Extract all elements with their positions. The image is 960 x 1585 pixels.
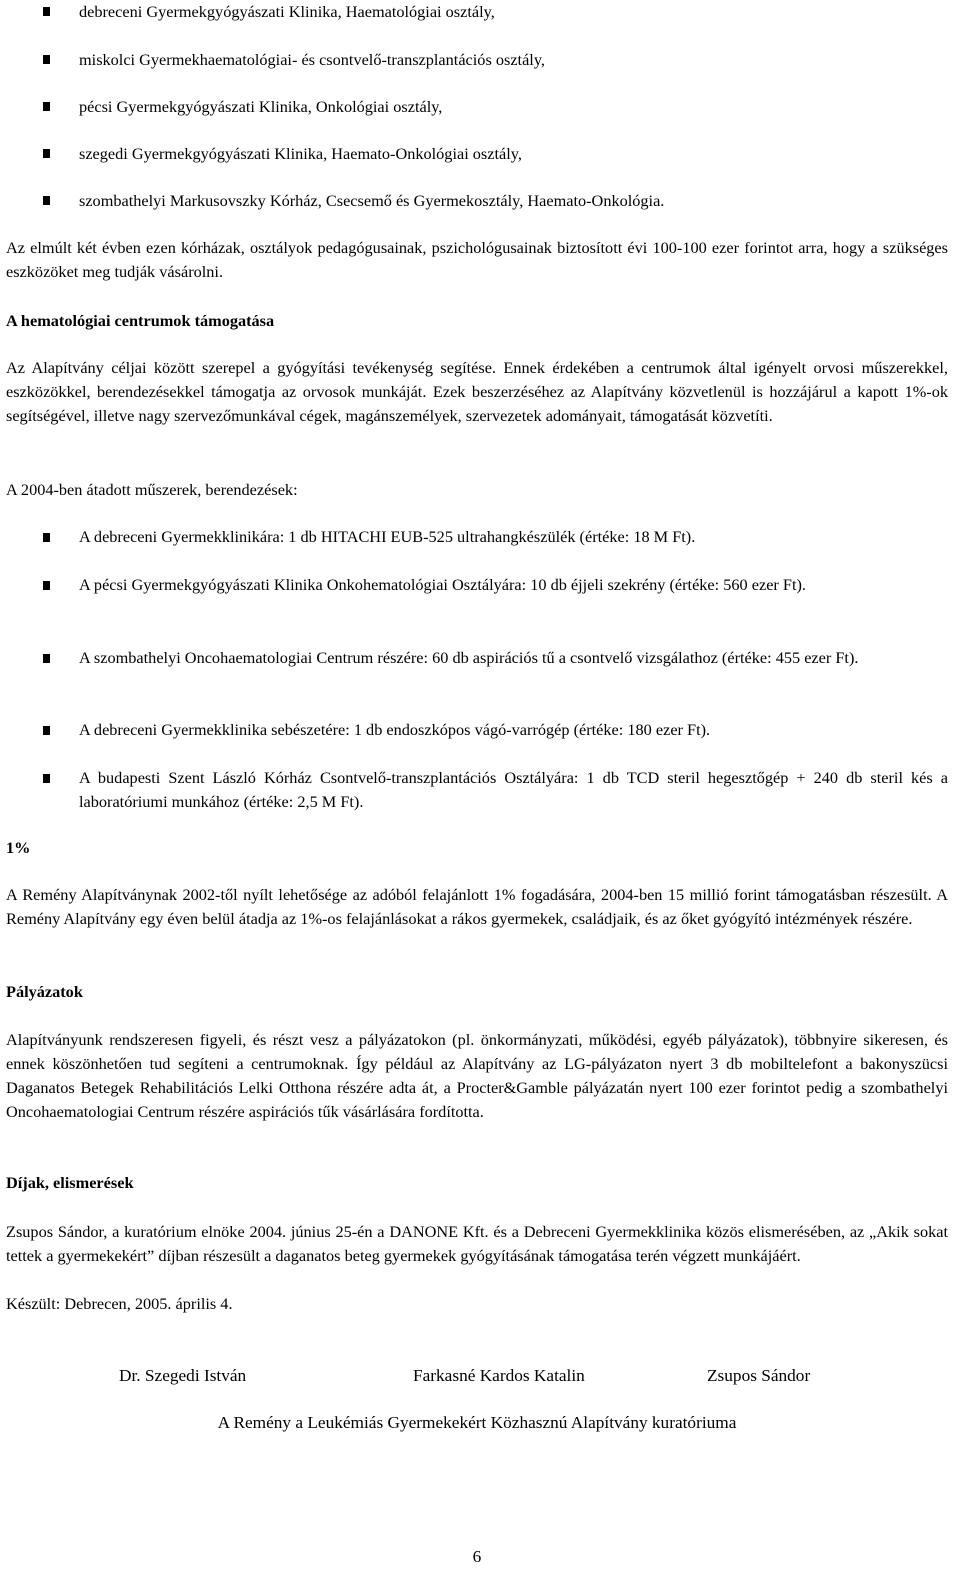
place-date: Készült: Debrecen, 2005. április 4. (6, 1294, 233, 1313)
bullet-square-icon (43, 774, 50, 783)
signature-szegedi: Dr. Szegedi István (119, 1366, 247, 1385)
signature-zsupos: Zsupos Sándor (707, 1366, 811, 1385)
bullet-square-icon (43, 7, 50, 16)
bullet-square-icon (43, 726, 50, 735)
hospital-list (6, 0, 948, 236)
bullet-square-icon (43, 654, 50, 663)
list-item: pécsi Gyermekgyógyászati Klinika, Onkológiai osztály, (6, 95, 948, 142)
heading-dijak: Díjak, elismerések (6, 1173, 134, 1192)
device-list (6, 525, 948, 814)
bullet-square-icon (43, 581, 50, 590)
bullet-square-icon (43, 55, 50, 64)
list-item: A debreceni Gyermekklinikára: 1 db HITACHI EUB-525 ultrahangkészülék (értéke: 18 M Ft). (6, 525, 948, 573)
intro-2004-devices: A 2004-ben átadott műszerek, berendezések: (6, 480, 298, 499)
bullet-square-icon (43, 196, 50, 205)
bullet-square-icon (43, 533, 50, 542)
paragraph-pedagogus: Az elmúlt két évben ezen kórházak, osztályok pedagógusainak, pszichológusainak biztosított évi 100-100 ezer forintot arra, hogy a szükséges eszközöket meg tudják vásárolni. (6, 238, 948, 281)
bullet-square-icon (43, 149, 50, 158)
list-item: miskolci Gyermekhaematológiai- és csontvelő-transzplantációs osztály, (6, 48, 948, 95)
paragraph-one-percent: A Remény Alapítványnak 2002-től nyílt lehetősége az adóból felajánlott 1% fogadására, 2004-ben 15 millió forint támogatásban részesült. A Remény Alapítvány egy éven belül átadja az 1%-os felajánlásokat a rákos gyermekek, családjaik, és az őket gyógyító intézmények részére. (6, 885, 948, 928)
foundation-name: A Remény a Leukémiás Gyermekekért Közhasznú Alapítvány kuratóriuma (217, 1413, 737, 1432)
page-number: 6 (472, 1547, 482, 1566)
list-item: A szombathelyi Oncohaematologiai Centrum részére: 60 db aspirációs tű a csontvelő vizsgálathoz (értéke: 455 ezer Ft). (6, 646, 948, 718)
heading-one-percent: 1% (6, 838, 31, 857)
heading-palyazatok: Pályázatok (6, 982, 83, 1001)
list-item: A budapesti Szent László Kórház Csontvelő-transzplantációs Osztályára: 1 db TCD steril hegesztőgép + 240 db steril kés a laboratóriumi munkához (értéke: 2,5 M Ft). (6, 766, 948, 814)
paragraph-hematology: Az Alapítvány céljai között szerepel a gyógyítási tevékenység segítése. Ennek érdekében a centrumok által igényelt orvosi műszerekkel, eszközökkel, berendezésekkel támogatja az orvosok munkáját. Ezek beszerzéséhez az Alapítvány közvetlenül is hozzájárul a kapott 1%-ok segítségével, illetve nagy szervezőmunkával cégek, magánszemélyek, szervezetek adományait, támogatását közvetíti. (6, 358, 948, 425)
list-item: A debreceni Gyermekklinika sebészetére: 1 db endoszkópos vágó-varrógép (értéke: 180 ezer Ft). (6, 718, 948, 766)
list-item: A pécsi Gyermekgyógyászati Klinika Onkohematológiai Osztályára: 10 db éjjeli szekrény (értéke: 560 ezer Ft). (6, 573, 948, 646)
heading-hematology-support: A hematológiai centrumok támogatása (6, 311, 275, 330)
paragraph-dijak: Zsupos Sándor, a kuratórium elnöke 2004. június 25-én a DANONE Kft. és a Debreceni Gyermekklinika közös elismerésében, az „Akik sokat tettek a gyermekekért” díjban részesült a daganatos beteg gyermekek gyógyításának támogatása terén végzett munkájáért. (6, 1222, 948, 1265)
list-item: debreceni Gyermekgyógyászati Klinika, Haematológiai osztály, (6, 0, 948, 48)
list-item: szegedi Gyermekgyógyászati Klinika, Haemato-Onkológiai osztály, (6, 142, 948, 189)
signature-farkasne: Farkasné Kardos Katalin (413, 1366, 585, 1385)
bullet-square-icon (43, 102, 50, 111)
paragraph-palyazatok: Alapítványunk rendszeresen figyeli, és részt vesz a pályázatokon (pl. önkormányzati, működési, egyéb pályázatok), többnyire sikeresen, és ennek köszönhetően tud segíteni a centrumoknak. Így például az Alapítvány az LG-pályázaton nyert 3 db mobiltelefont a bakonyszücsi Daganatos Betegek Rehabilitációs Lelki Otthona részére adta át, a Procter&Gamble pályázatán nyert 100 ezer forintot pedig a szombathelyi Oncohaematologiai Centrum részére aspirációs tűk vásárlására fordította. (6, 1030, 948, 1121)
list-item: szombathelyi Markusovszky Kórház, Csecsemő és Gyermekosztály, Haemato-Onkológia. (6, 189, 948, 236)
